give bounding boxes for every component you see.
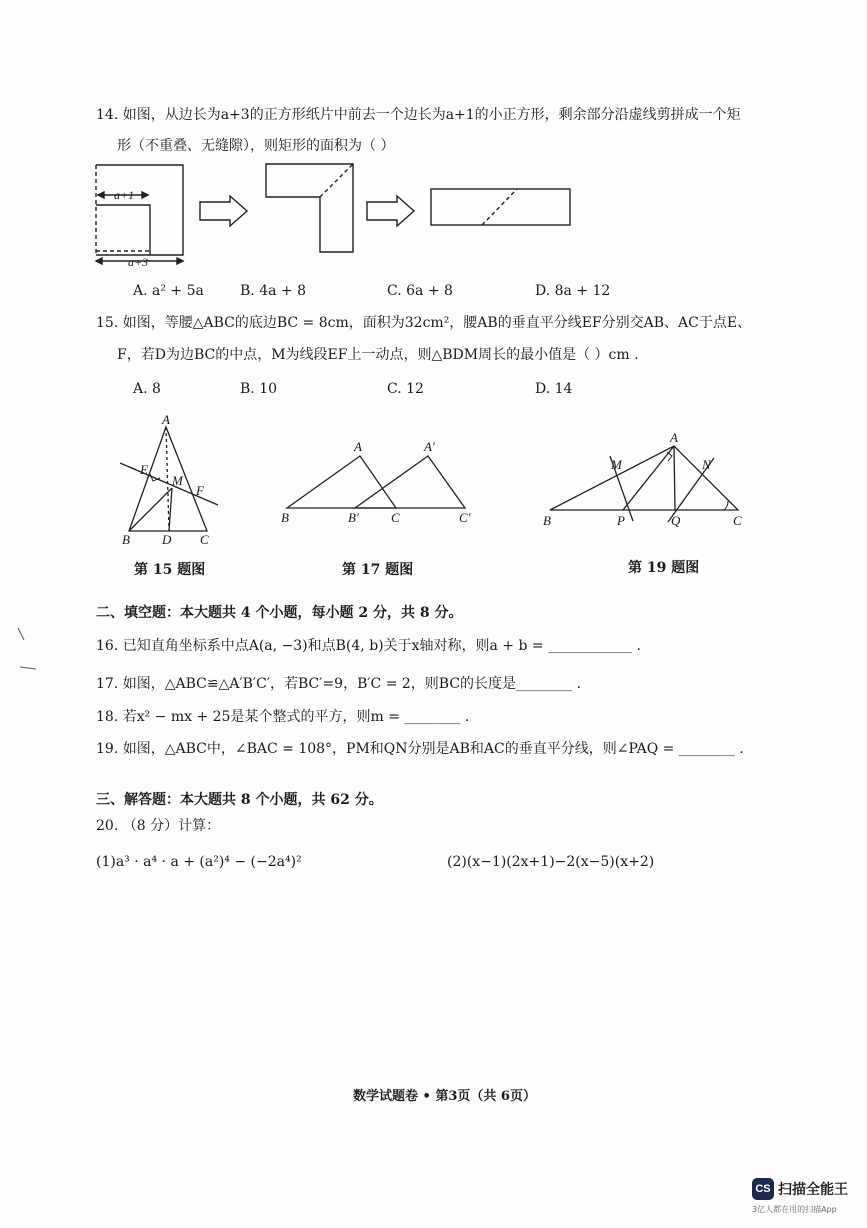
f15-label-e: E (140, 462, 148, 477)
f15-label-c: C (200, 532, 209, 547)
q14-option-d: D. 8a + 12 (535, 283, 611, 299)
q15-option-c: C. 12 (387, 381, 424, 397)
q14-option-c: C. 6a + 8 (387, 283, 453, 299)
f19-label-a: A (670, 430, 678, 445)
f19-label-q: Q (671, 513, 681, 528)
f19-label-b: B (543, 513, 551, 528)
f19-caption: 第 19 题图 (628, 560, 700, 576)
f19-label-m: M (611, 457, 622, 472)
f15-caption: 第 15 题图 (134, 562, 206, 578)
q14-line2: 形（不重叠、无缝隙），则矩形的面积为（ ） (117, 138, 395, 154)
f15-label-d: D (162, 532, 172, 547)
q14-figure-square (96, 165, 183, 264)
f15-label-m: M (172, 473, 183, 488)
scanner-app-name: 扫描全能王 (778, 1182, 848, 1198)
f17-label-c-prime: C′ (459, 510, 471, 525)
f17-label-c: C (391, 510, 400, 525)
cs-logo-icon: CS (752, 1178, 774, 1200)
f17-caption: 第 17 题图 (342, 562, 414, 578)
q20-title: 20. （8 分）计算： (96, 818, 221, 834)
f15-label-b: B (122, 532, 130, 547)
figure-15 (120, 427, 218, 531)
q16-text: 16. 已知直角坐标系中点A(a, −3)和点B(4, b)关于x轴对称，则a + b = ____________ . (96, 638, 641, 654)
scanner-tagline: 3亿人都在用的扫描App (752, 1205, 837, 1214)
q14-option-a: A. a² + 5a (133, 283, 204, 299)
section3-title: 三、解答题：本大题共 8 个小题，共 62 分。 (96, 792, 383, 808)
q20-part2: (2)(x−1)(2x+1)−2(x−5)(x+2) (447, 854, 655, 870)
q18-text: 18. 若x² − mx + 25是某个整式的平方，则m = ________ . (96, 709, 470, 725)
q14-figure-lshape (266, 164, 353, 252)
q15-option-d: D. 14 (535, 381, 573, 397)
arrow-right-1 (200, 196, 247, 226)
f19-label-p: P (617, 513, 625, 528)
q17-text: 17. 如图，△ABC≌△A′B′C′，若BC′=9，B′C = 2，则BC的长度是________ . (96, 676, 581, 692)
q14-label-a-plus-3: a+3 (128, 255, 149, 269)
f17-label-a: A (354, 439, 362, 454)
q14-line1: 14. 如图，从边长为a+3的正方形纸片中前去一个边长为a+1的小正方形，剩余部分沿虚线剪拼成一个矩 (96, 107, 741, 123)
q20-part1: (1)a³ · a⁴ · a + (a²)⁴ − (−2a⁴)² (96, 854, 302, 870)
q14-option-b: B. 4a + 8 (240, 283, 306, 299)
f17-label-b-prime: B′ (348, 510, 359, 525)
f17-label-b: B (281, 510, 289, 525)
q15-line1: 15. 如图，等腰△ABC的底边BC = 8cm，面积为32cm²，腰AB的垂直平分线EF分别交AB、AC于点E、 (96, 315, 752, 331)
figure-17 (287, 456, 465, 508)
q14-label-a-plus-1: a+1 (114, 188, 135, 202)
f15-label-a: A (162, 412, 170, 427)
q15-option-a: A. 8 (133, 381, 161, 397)
q15-option-b: B. 10 (240, 381, 278, 397)
q19-text: 19. 如图，△ABC中，∠BAC = 108°，PM和QN分别是AB和AC的垂直平分线，则∠PAQ = ________ . (96, 741, 744, 757)
q15-line2: F，若D为边BC的中点，M为线段EF上一动点，则△BDM周长的最小值是（ ）cm . (117, 347, 639, 363)
f19-label-c: C (733, 513, 742, 528)
f15-label-f: F (196, 483, 204, 498)
scan-mark (18, 628, 36, 669)
arrow-right-2 (367, 196, 414, 226)
q14-figure-rectangle (431, 189, 570, 225)
f19-label-n: N (702, 457, 711, 472)
f17-label-a-prime: A′ (424, 439, 435, 454)
section2-title: 二、填空题：本大题共 4 个小题，每小题 2 分，共 8 分。 (96, 605, 463, 621)
page-footer: 数学试题卷 • 第3页（共 6页） (353, 1089, 536, 1104)
